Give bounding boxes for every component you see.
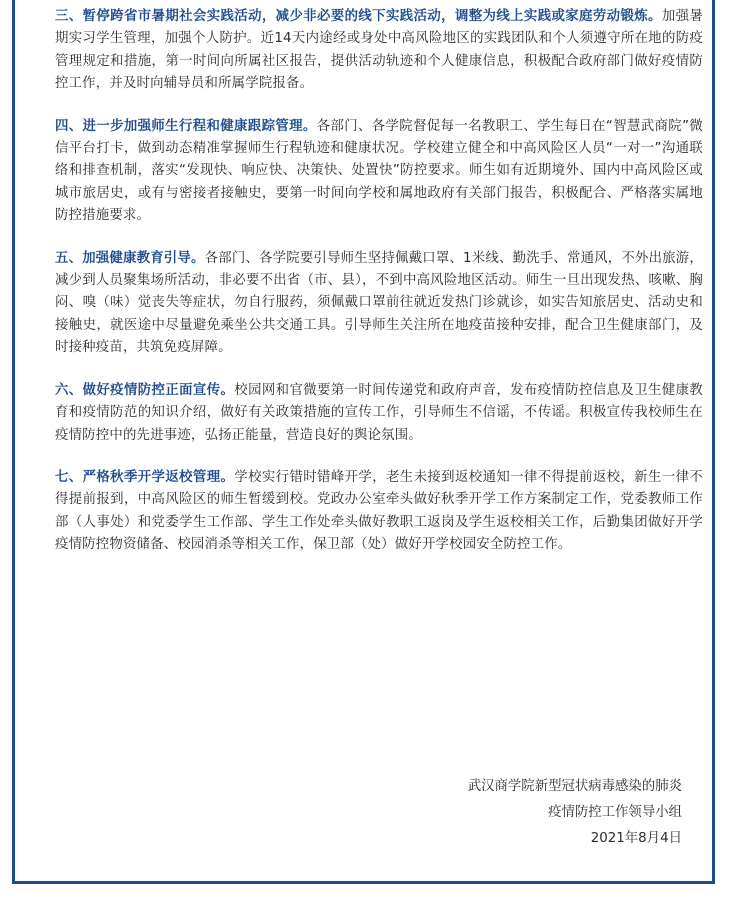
section-6-body: 校园网和官微要第一时间传递党和政府声音，发布疫情防控信息及卫生健康教育和疫情防范的知识介绍，做好有关政策措施的宣传工作，引导师生不信谣，不传谣。积极宣传我校师生在疫情防控中的先进事迹，弘扬正能量，营造良好的舆论氛围。 xyxy=(55,382,703,443)
section-4-heading: 四、进一步加强师生行程和健康跟踪管理。 xyxy=(55,118,317,134)
section-4-body: 各部门、各学院督促每一名教职工、学生每日在“智慧武商院”微信平台打卡，做到动态精准掌握师生行程轨迹和健康状况。学校建立健全和中高风险区人员“一对一”沟通联络和排查机制，落实“发现快、响应快、决策快、处置快”防控要求。师生如有近期境外、国内中高风险区或城市旅居史，或有与密接者接触史，要第一时间向学校和属地政府有关部门报告，积极配合、严格落实属地防控措施要求。 xyxy=(55,118,703,224)
section-6-heading: 六、做好疫情防控正面宣传。 xyxy=(55,382,235,398)
section-3-body: 加强暑期实习学生管理，加强个人防护。近14天内途经或身处中高风险地区的实践团队和个人须遵守所在地的防疫管理规定和措施，第一时间向所属社区报告，提供活动轨迹和个人健康信息，积极配合政府部门做好疫情防控工作，并及时向辅导员和所属学院报备。 xyxy=(55,9,704,92)
signature-org-line-2: 疫情防控工作领导小组 xyxy=(548,805,682,820)
document-body xyxy=(55,6,703,577)
signature-org-line-1: 武汉商学院新型冠状病毒感染的肺炎 xyxy=(467,779,682,794)
section-6 xyxy=(55,380,703,447)
section-7-heading: 七、严格秋季开学返校管理。 xyxy=(55,469,235,485)
signature-block xyxy=(468,774,682,852)
signature-date: 2021年8月4日 xyxy=(590,831,682,846)
section-3-heading: 三、暂停跨省市暑期社会实践活动，减少非必要的线下实践活动，调整为线上实践或家庭劳动锻炼。 xyxy=(55,9,662,24)
section-7 xyxy=(55,467,703,557)
section-4 xyxy=(55,116,703,228)
section-3 xyxy=(55,6,703,96)
section-5-heading: 五、加强健康教育引导。 xyxy=(55,250,205,266)
document-frame xyxy=(12,0,715,884)
section-7-body: 学校实行错时错峰开学，老生未接到返校通知一律不得提前返校，新生一律不得提前报到，中高风险区的师生暂缓到校。党政办公室牵头做好秋季开学工作方案制定工作，党委教师工作部（人事处）和党委学生工作部、学生工作处牵头做好教职工返岗及学生返校相关工作，后勤集团做好开学疫情防控物资储备、校园消杀等相关工作，保卫部（处）做好开学校园安全防控工作。 xyxy=(55,469,703,553)
section-5-body: 各部门、各学院要引导师生坚持佩戴口罩、1米线、勤洗手、常通风，不外出旅游，减少到人员聚集场所活动，非必要不出省（市、县），不到中高风险地区活动。师生一旦出现发热、咳嗽、胸闷、嗅（味）觉丧失等症状，勿自行服药，须佩戴口罩前往就近发热门诊就诊，如实告知旅居史、活动史和接触史，就医途中尽量避免乘坐公共交通工具。引导师生关注所在地疫苗接种安排，配合卫生健康部门，及时接种疫苗，共筑免疫屏障。 xyxy=(55,250,703,356)
section-5 xyxy=(55,248,703,360)
